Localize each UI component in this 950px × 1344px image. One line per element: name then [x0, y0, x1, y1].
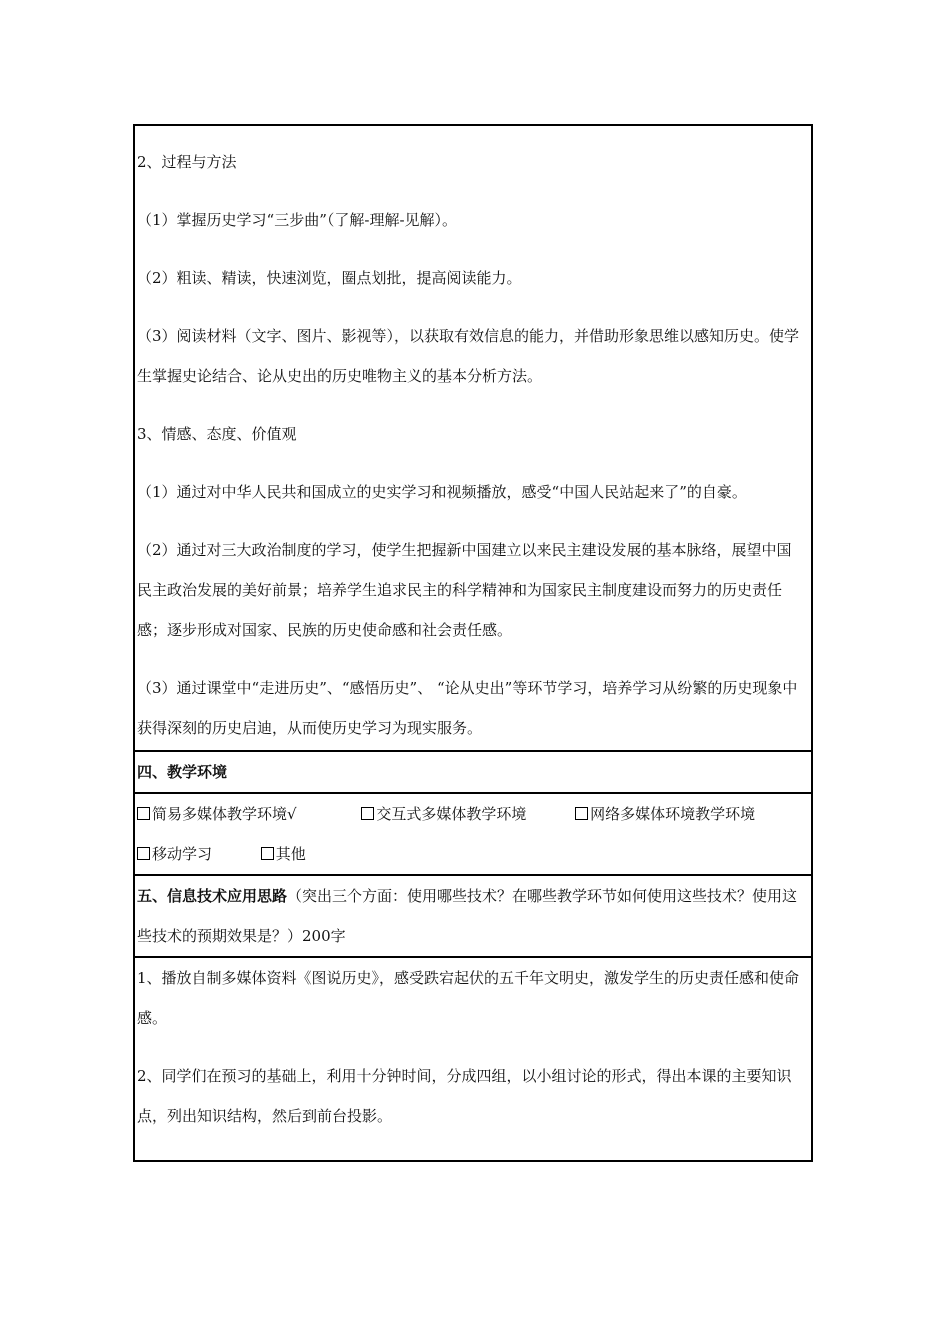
- environment-title: 四、教学环境: [137, 763, 228, 781]
- process-item-1: （1）掌握历史学习“三步曲”（了解-理解-见解）。: [137, 211, 458, 229]
- option-label: 简易多媒体教学环境: [152, 805, 288, 823]
- environment-options: [135, 794, 811, 874]
- tech-item-1: 1、播放自制多媒体资料《图说历史》，感受跌宕起伏的五千年文明史，激发学生的历史责任感和使命感。: [137, 969, 800, 1027]
- option-interactive-multimedia[interactable]: [361, 794, 526, 834]
- check-mark: √: [287, 805, 297, 823]
- option-label: 其他: [275, 845, 306, 863]
- tech-title-row: [135, 876, 811, 958]
- checkbox-icon[interactable]: [575, 807, 588, 820]
- tech-content-row: [135, 958, 811, 1160]
- option-mobile-learning[interactable]: [137, 834, 212, 874]
- process-item-3: （3）阅读材料（文字、图片、影视等），以获取有效信息的能力，并借助形象思维以感知历史。使学生掌握史论结合、论从史出的历史唯物主义的基本分析方法。: [137, 327, 800, 385]
- option-other[interactable]: [261, 834, 306, 874]
- tech-item-2: 2、同学们在预习的基础上，利用十分钟时间，分成四组，以小组讨论的形式，得出本课的主要知识点，列出知识结构，然后到前台投影。: [137, 1067, 792, 1125]
- option-label: 网络多媒体环境教学环境: [590, 805, 756, 823]
- option-label: 交互式多媒体教学环境: [376, 805, 527, 823]
- tech-note: （突出三个方面：使用哪些技术？在哪些教学环节如何使用这些技术？使用这些技术的预期效果是？）200字: [137, 887, 798, 945]
- checkbox-icon[interactable]: [361, 807, 374, 820]
- tech-title: 五、信息技术应用思路: [137, 887, 288, 905]
- emotion-item-3: （3）通过课堂中“走进历史”、“感悟历史”、 “论从史出”等环节学习，培养学习从纷繁的历史现象中获得深刻的历史启迪，从而使历史学习为现实服务。: [137, 679, 798, 737]
- goals-row: [135, 126, 811, 752]
- process-item-2: （2）粗读、精读，快速浏览，圈点划批，提高阅读能力。: [137, 269, 522, 287]
- lesson-plan-table: [133, 124, 813, 1162]
- option-network-multimedia[interactable]: [575, 794, 755, 834]
- emotion-item-1: （1）通过对中华人民共和国成立的史实学习和视频播放，感受“中国人民站起来了”的自豪。: [137, 483, 747, 501]
- emotion-heading: 3、情感、态度、价值观: [137, 425, 297, 443]
- process-heading: 2、过程与方法: [137, 153, 237, 171]
- emotion-item-2: （2）通过对三大政治制度的学习，使学生把握新中国建立以来民主建设发展的基本脉络，展望中国民主政治发展的美好前景；培养学生追求民主的科学精神和为国家民主制度建设而努力的历史责任感；逐步形成对国家、民族的历史使命感和社会责任感。: [137, 541, 792, 639]
- checkbox-icon[interactable]: [137, 807, 150, 820]
- option-label: 移动学习: [152, 845, 213, 863]
- checkbox-icon[interactable]: [137, 847, 150, 860]
- environment-title-row: [135, 752, 811, 794]
- option-simple-multimedia[interactable]: [137, 794, 297, 834]
- checkbox-icon[interactable]: [261, 847, 274, 860]
- tech-title-paragraph: [135, 876, 811, 956]
- environment-options-row: [135, 794, 811, 876]
